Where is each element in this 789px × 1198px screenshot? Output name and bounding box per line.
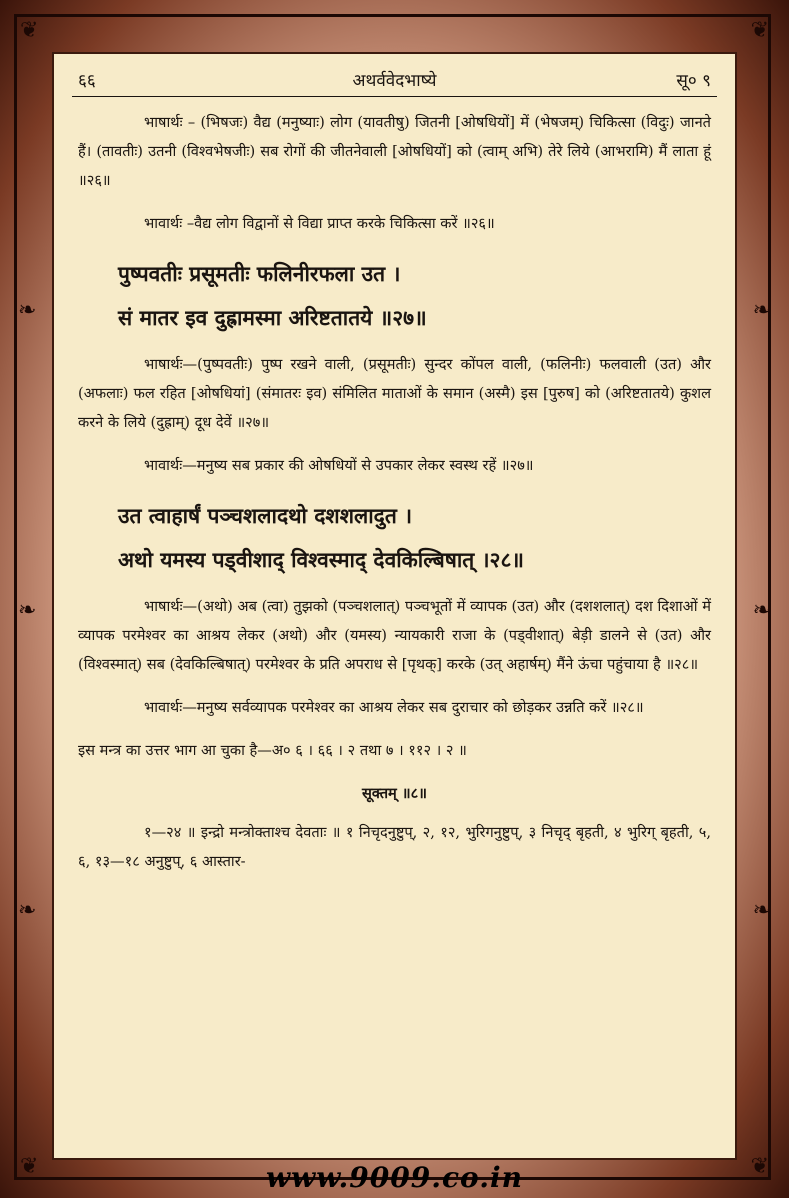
corner-ornament-icon: ❦: [750, 18, 769, 43]
website-link[interactable]: www.9009.co.in: [266, 1161, 523, 1194]
header-rule: [72, 96, 717, 97]
side-ornament-icon: ❧: [752, 598, 771, 623]
mantra-line: उत त्वाहार्षं पञ्चशलादथो दशशलादुत ।: [118, 503, 413, 528]
side-ornament-icon: ❧: [752, 898, 771, 923]
bhavartha-26: भावार्थः –वैद्य लोग विद्वानों से विद्या प्राप्त करके चिकित्सा करें ॥२६॥: [144, 215, 495, 232]
bhashartha-28: भाषार्थः—(अथो) अब (त्वा) तुझको (पञ्चशलात्) पञ्चभूतों में व्यापक (उत) और (दशशलात्) दश दिशाओं में व्यापक परमेश्वर का आश्रय लेकर (अथो) और (यमस्य) न्यायकारी राजा के (पड्वीशात्) बेड़ी डालने से (उत) और (विश्वस्मात्) सब (देवकिल्बिषात्) परमेश्वर के प्रति अपराध से [पृथक्] करके (उत् अहार्षम्) मैंने ऊंचा पहुंचाया है ॥२८॥: [78, 598, 711, 673]
side-ornament-icon: ❧: [18, 598, 37, 623]
cross-reference-note: इस मन्त्र का उत्तर भाग आ चुका है—अ० ६ । ६६ । २ तथा ७ । ११२ । २ ॥: [78, 742, 467, 759]
bhashartha-26: भाषार्थः – (भिषजः) वैद्य (मनुष्याः) लोग (यावतीषु) जितनी [ओषधियों] में (भेषजम्) चिकित्सा (विदुः) जानते हैं। (तावतीः) उतनी (विश्वभेषजीः) सब रोगों की जीतनेवाली [ओषधियों] को (त्वाम् अभि) तेरे लिये (आभरामि) मैं लाता हूं ॥२६॥: [78, 114, 711, 189]
sukta-heading: सूक्तम् ॥८॥: [362, 785, 427, 802]
sukta-metadata: १—२४ ॥ इन्द्रो मन्त्रोक्ताश्च देवताः ॥ १ निचृदनुष्टुप्, २, १२, भुरिगनुष्टुप्, ३ निचृद् बृहती, ४ भुरिग् बृहती, ५, ६, १३—१८ अनुष्टुप्, ६ आस्तार-: [78, 824, 711, 870]
side-ornament-icon: ❧: [18, 898, 37, 923]
book-title: अथर्ववेदभाष्ये: [352, 71, 437, 91]
corner-ornament-icon: ❦: [750, 1154, 769, 1179]
side-ornament-icon: ❧: [752, 298, 771, 323]
page-header: [72, 62, 717, 96]
mantra-27: [118, 252, 711, 340]
corner-ornament-icon: ❦: [20, 18, 39, 43]
bhashartha-27: भाषार्थः—(पुष्पवतीः) पुष्प रखने वाली, (प्रसूमतीः) सुन्दर कोंपल वाली, (फलिनीः) फलवाली (उत) और (अफलाः) फल रहित [ओषधियां] (संमातरः इव) संमिलित माताओं के समान (अस्मै) इस [पुरुष] को (अरिष्टतातये) कुशल करने के लिये (दुह्राम्) दूध देवें ॥२७॥: [78, 356, 711, 431]
sukta-number: सू० ९: [676, 71, 711, 91]
bhavartha-28: भावार्थः—मनुष्य सर्वव्यापक परमेश्वर का आश्रय लेकर सब दुराचार को छोड़कर उन्नति करें ॥२८॥: [144, 699, 644, 716]
mantra-line: पुष्पवतीः प्रसूमतीः फलिनीरफला उत ।: [118, 261, 401, 286]
corner-ornament-icon: ❦: [20, 1154, 39, 1179]
mantra-28: [118, 494, 711, 582]
page-number: ६६: [78, 71, 96, 91]
bhavartha-27: भावार्थः—मनुष्य सब प्रकार की ओषधियों से उपकार लेकर स्वस्थ रहें ॥२७॥: [144, 457, 534, 474]
side-ornament-icon: ❧: [18, 298, 37, 323]
mantra-line: अथो यमस्य पड्वीशाद् विश्वस्माद् देवकिल्बिषात् ।२८॥: [118, 547, 524, 572]
book-page: [52, 52, 737, 1160]
page-content: [78, 108, 711, 890]
mantra-line: सं मातर इव दुह्रामस्मा अरिष्टतातये ॥२७॥: [118, 305, 427, 330]
